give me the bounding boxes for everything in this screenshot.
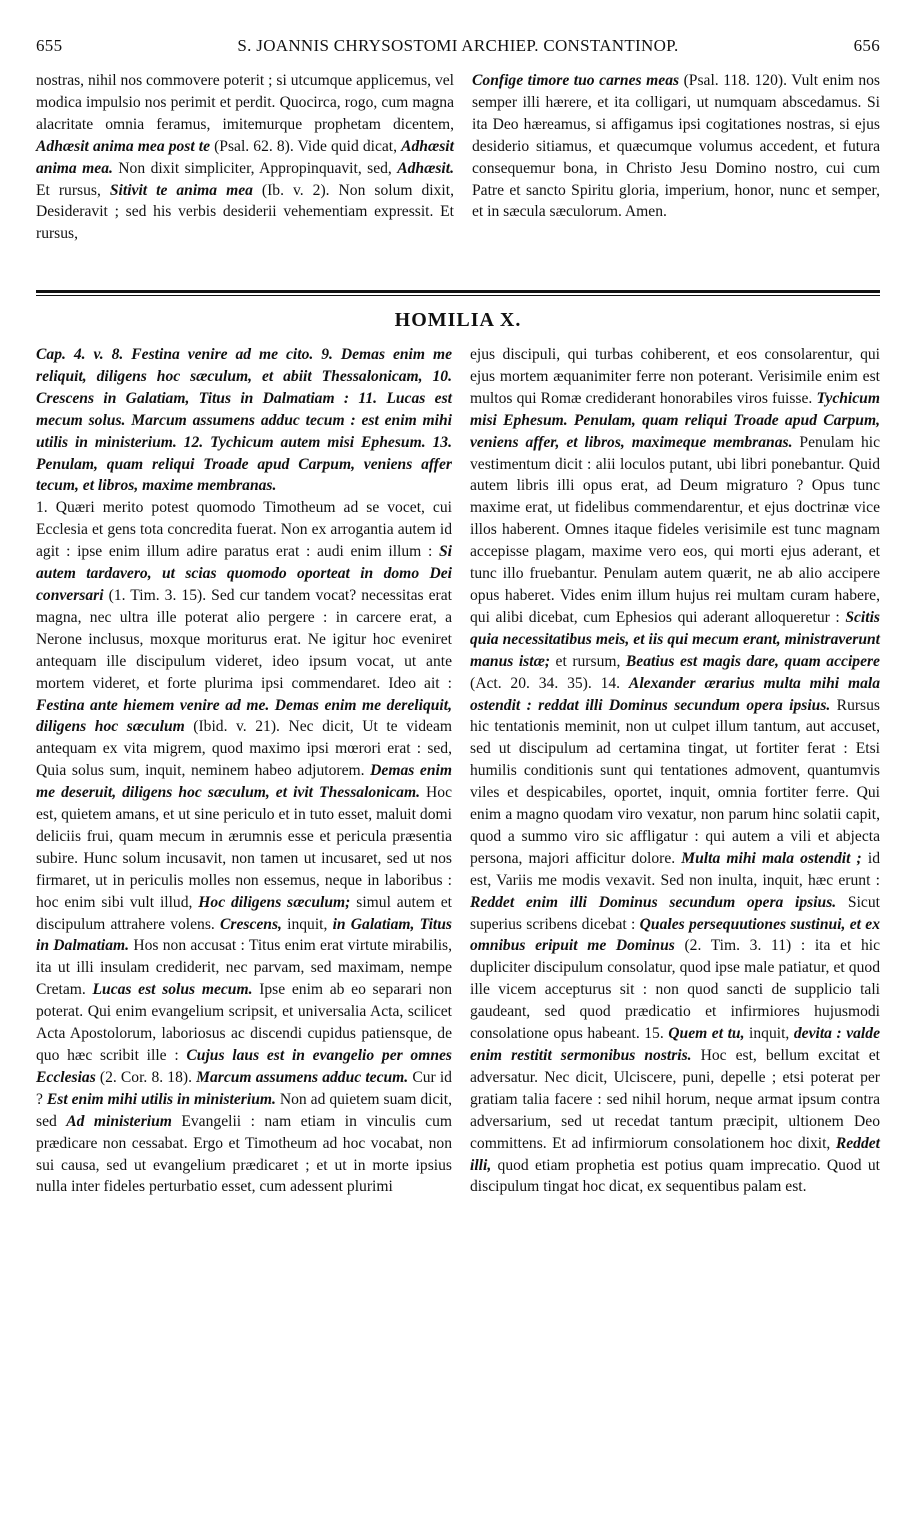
text-run: 1. Quæri merito potest quomodo Timotheum ad se vocet, cui Ecclesia et gens tota concredita fuerat. Non ex arrogantia autem id agit : ipse enim illum adire paratus erat : audi enim illum : bbox=[36, 499, 452, 561]
quotation: Alexander ærarius multa mihi mala ostendit : reddat illi Dominus secundum opera ipsius. bbox=[470, 674, 880, 714]
text-run: (1. Tim. 3. 15). Sed cur tandem vocat? necessitas erat magna, nec ultra ille poterat alio pergere : in carcere erat, a Nerone inclusus, moxque moriturus erat. Ne igitur hoc eveniret antequam ille discipulum videret, ideo ipsum vocat, ut ante mortem videret, et forte plurima ipsi commendaret. Ideo ait : bbox=[36, 586, 452, 692]
quotation: Confige timore tuo carnes meas bbox=[472, 72, 680, 89]
running-title: S. JOANNIS CHRYSOSTOMI ARCHIEP. CONSTANTINOP. bbox=[237, 36, 679, 55]
quotation: Quem et tu, bbox=[668, 1025, 745, 1043]
text-run: Hos non accusat : Titus enim erat virtute mirabilis, ita ut illi insulam crediderit, nec parvam, sed maximam, nempe Cretam. bbox=[36, 937, 452, 999]
quotation: Multa mihi mala ostendit ; bbox=[681, 849, 862, 867]
page-number-right: 656 bbox=[853, 36, 880, 55]
text-run: (2. Cor. 8. 18). bbox=[95, 1068, 197, 1086]
quotation: Lucas est solus mecum. bbox=[92, 981, 253, 999]
quotation: Crescens, bbox=[219, 915, 282, 933]
column-top-right bbox=[472, 70, 880, 223]
text-run: Hoc est, bellum excitat et adversatur. Nec dicit, Ulciscere, puni, depelle ; etsi poterat per gratiam talia facere : sed nihil horum, neque armat ipsum contra adversarium, sed ut recedat tantum præcipit, ultionem Deo committens. Et ad infirmiorum consolationem hoc dixit, bbox=[470, 1047, 880, 1152]
quotation: Est enim mihi utilis in ministerium. bbox=[46, 1090, 276, 1108]
text-run: id est, Variis me modis vexavit. Sed non inulta, inquit, hæc erunt : bbox=[470, 849, 880, 889]
text-run: quod etiam prophetia est potius quam imprecatio. Quod ut discipulum tingat hoc dicat, ex sequentibus palam est. bbox=[470, 1156, 880, 1196]
homily-title: HOMILIA X. bbox=[394, 309, 522, 331]
column-bottom-left bbox=[36, 344, 452, 1198]
quotation: Hoc diligens sæculum; bbox=[198, 893, 351, 911]
text-run: Hoc est, quietem amans, et ut sine periculo et in tuto esset, maluit domi deliciis frui, quam mecum in ærumnis esse et pericula præsentia subire. Hunc solum incusavit, non tamen ut incusaret, sed ut nos firmaret, ut in periculis molles non essemus, neque in laboribus : hoc enim sibi vult illud, bbox=[36, 784, 452, 911]
quotation: Marcum assumens adduc tecum. bbox=[196, 1068, 409, 1086]
text-run: Cur id ? bbox=[36, 1068, 452, 1108]
quotation: Reddet illi, bbox=[470, 1134, 880, 1174]
text-run: (Psal. 118. 120). Vult enim nos semper illi hærere, et ita colligari, ut numquam abscedamus. Si ita Deo hæreamus, si affigamus ipsi cogitationes nostras, si ejus desiderio sitiamus, et quæcumque volumus accedent, et futura consequemur bona, in Christo Jesu Domino nostro, cui cum Patre et sancto Spiritu gloria, imperium, honor, nunc et semper, et in sæcula sæculorum. Amen. bbox=[472, 72, 880, 221]
section-rule bbox=[36, 290, 880, 293]
paragraph bbox=[470, 344, 880, 1198]
quotation: Demas enim me deseruit, diligens hoc sæculum, et ivit Thessalonicam. bbox=[36, 762, 452, 802]
quotation: Adhæsit anima mea. bbox=[36, 137, 454, 177]
page-number-left: 655 bbox=[36, 36, 63, 55]
column-top-left bbox=[36, 70, 454, 245]
text-run: simul autem et discipulum attrahere volens. bbox=[36, 893, 452, 933]
text-run: et rursum, bbox=[550, 652, 626, 670]
quotation: Scitis quia necessitatibus meis, et iis qui mecum erant, ministraverunt manus istæ; bbox=[470, 608, 880, 670]
running-head bbox=[36, 36, 880, 66]
text-run: (Act. 20. 34. 35). 14. bbox=[470, 674, 629, 692]
quotation: Ad ministerium bbox=[66, 1112, 172, 1130]
text-run: ejus discipuli, qui turbas cohiberent, et eos consolarentur, qui ejus mortem æquanimiter ferre non poterant. Verisimile enim est multos qui Romæ crediderant honorabiles viros fuisse. bbox=[470, 346, 880, 407]
quotation: Quales persequutiones sustinui, et ex omnibus eripuit me Dominus bbox=[470, 915, 880, 955]
quotation: Reddet enim illi Dominus secundum opera ipsius. bbox=[470, 893, 837, 911]
text-run: (2. Tim. 3. 11) : ita et hic dupliciter discipulum consolatur, quod ipse male patiatur, et quod ille vicem accepturus sit : non quod sancti de supplicio tali gaudeant, sed quod prædicatio et infirmiores hujusmodi consolatione opus habeant. 15. bbox=[470, 937, 880, 1043]
text-run: (Psal. 62. 8). Vide quid dicat, bbox=[210, 137, 402, 155]
text-run: Penulam hic vestimentum dicit : alii loculos putant, ubi libri ponebantur. Quid autem libris illi opus erat, ad Deum migraturo ? Opus tunc maxime erat, ut fidelibus commendarentur, et ejus doctrinæ vice illos haberent. Omnes itaque fideles verisimile est tunc magnam accepisse plagam, maxime vero eos, qui morti ejus aderant, et tunc illo fruebantur. Penulam autem quærit, ne ab alio accipere opus haberet. Vides enim illum hujus rei multam curam habere, qui alibi dicebat, cum Ephesios qui aderant alloqueretur : bbox=[470, 433, 880, 626]
section-rule-thin bbox=[36, 295, 880, 296]
paragraph bbox=[36, 497, 452, 1198]
quotation: Tychicum misi Ephesum. Penulam, quam reliqui Troade apud Carpum, veniens affer, et libros, maximeque membranas. bbox=[470, 389, 880, 451]
text-run: Non dixit simpliciter, Appropinquavit, sed, bbox=[112, 159, 398, 177]
text-run: Non ad quietem suam dicit, sed bbox=[36, 1090, 452, 1130]
text-run: Ipse enim ab eo separari non poterat. Qui enim evangelium scripsit, et universalia Acta, scilicet Acta Apostolorum, laboriosus ac discendi cupidus patiensque, de quo hæc scribit ille : bbox=[36, 981, 452, 1064]
text-run: inquit, bbox=[744, 1025, 794, 1043]
paragraph bbox=[472, 70, 880, 223]
quotation: Beatius est magis dare, quam accipere bbox=[625, 652, 880, 670]
text-run: Sicut superius scribens dicebat : bbox=[470, 893, 880, 933]
quotation: Adhæsit anima mea post te bbox=[36, 137, 211, 155]
quotation: in Galatiam, Titus in Dalmatiam. bbox=[36, 915, 452, 955]
text-run: Et rursus, bbox=[36, 181, 110, 199]
quotation: Adhæsit. bbox=[397, 159, 454, 177]
quotation: Festina ante hiemem venire ad me. Demas enim me dereliquit, diligens hoc sæculum bbox=[36, 696, 452, 736]
quotation: Sitivit te anima mea bbox=[109, 181, 253, 199]
chapter-summary: Cap. 4. v. 8. Festina venire ad me cito. 9. Demas enim me reliquit, diligens hoc sæculum, et abiit Thessalonicam, 10. Crescens in Galatiam, Titus in Dalmatiam : 11. Lucas est mecum solus. Marcum assumens adduc tecum : est enim mihi utilis in ministerium. 12. Tychicum autem misi Ephesum. 13. Penulam, quam reliqui Troade apud Carpum, veniens affer tecum, et libros, maxime membranas. bbox=[36, 346, 452, 495]
text-run: (Ib. v. 2). Non solum dixit, Desideravit ; sed his verbis desiderii vehementiam expressit. Et rursus, bbox=[36, 181, 454, 243]
column-bottom-right bbox=[470, 344, 880, 1198]
text-run: inquit, bbox=[281, 915, 333, 933]
text-run: nostras, nihil nos commovere poterit ; si utcumque applicemus, vel modica impulsio nos perimit et perdit. Quocirca, rogo, cum magna alacritate omnia feramus, imitemurque prophetam dicentem, bbox=[36, 72, 454, 133]
paragraph bbox=[36, 70, 454, 245]
text-run: Evangelii : nam etiam in vinculis cum prædicare non cessabat. Ergo et Timotheum ad hoc vocabat, non sui causa, sed ut evangelium prædicaret ; et ut in morte ipsius nulla inter fideles perturbatio esset, cum adessent plurimi bbox=[36, 1112, 453, 1196]
quotation: Si autem tardavero, ut scias quomodo oporteat in domo Dei conversari bbox=[36, 543, 452, 604]
quotation: devita : valde enim restitit sermonibus nostris. bbox=[470, 1025, 880, 1064]
quotation: Cujus laus est in evangelio per omnes Ecclesias bbox=[36, 1047, 453, 1086]
text-run: Rursus hic tentationis meminit, non ut culpet illum tantum, aut accuset, sed ut discipulum ad certamina tingat, ut fortiter ferat : Etsi humilis conditionis sunt qui tentationes admovent, quantumvis viles et despicabiles, oportet, inquit, omnia fortiter ferre. Qui enim a magno quodam viro vexatur, non parum hinc solatii capit, quod a summo viro sic affligatur : qui autem a vili et abjecta persona, majori afficitur dolore. bbox=[470, 696, 880, 867]
text-run: (Ibid. v. 21). Nec dicit, Ut te videam antequam ex vita migrem, quod maximo ipsi mœrori erat : sed, Quia solus sum, inquit, neminem habeo adjutorem. bbox=[36, 718, 453, 780]
